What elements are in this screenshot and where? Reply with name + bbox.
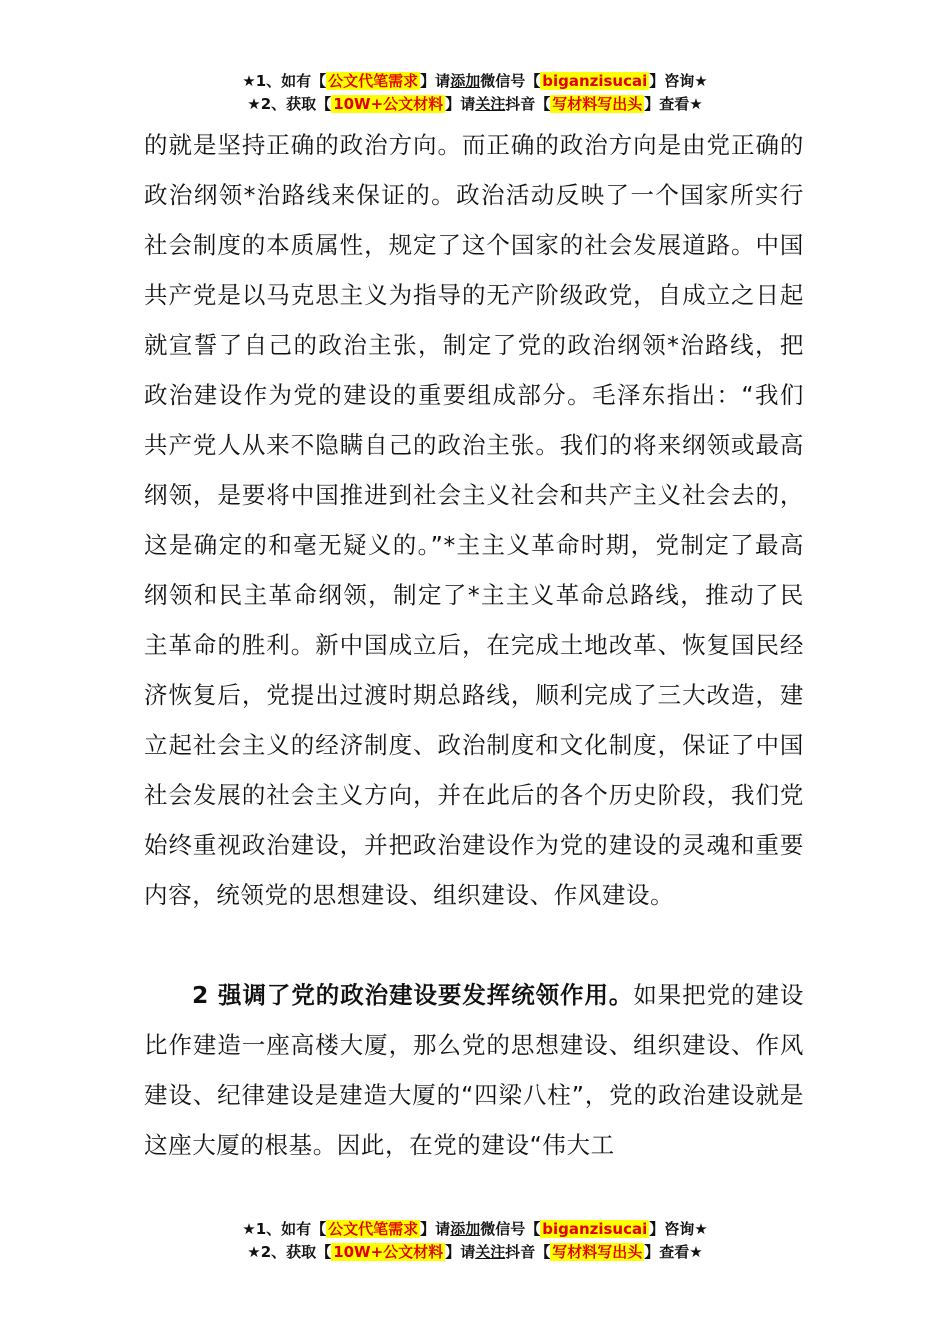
paragraph-2-lead: 2 强调了党的政治建设要发挥统领作用。 <box>192 981 634 1009</box>
highlight-douyin: 写材料写出头 <box>552 95 643 113</box>
highlight-wechat-id: biganzisucai <box>542 72 648 90</box>
highlight-materials: 10W+公文材料 <box>333 1243 444 1261</box>
highlight-service: 公文代笔需求 <box>328 72 419 90</box>
footer-banner <box>0 1218 950 1264</box>
banner-line-2: ★2、获取【 10W+公文材料 】请关注抖音【 写材料写出头 】查看★ <box>247 95 703 113</box>
highlight-douyin: 写材料写出头 <box>552 1243 643 1261</box>
banner-line-1: ★1、如有【 公文代笔需求 】请添加微信号【 biganzisucai 】咨询★ <box>242 1220 708 1238</box>
banner-line-1: ★1、如有【 公文代笔需求 】请添加微信号【 biganzisucai 】咨询★ <box>242 72 708 90</box>
highlight-wechat-id: biganzisucai <box>542 1220 648 1238</box>
paragraph-1: 的就是坚持正确的政治方向。而正确的政治方向是由党正确的政治纲领*治路线来保证的。政治活动反映了一个国家所实行社会制度的本质属性，规定了这个国家的社会发展道路。中国共产党是以马克思主义为指导的无产阶级政党，自成立之日起就宣誓了自己的政治主张，制定了党的政治纲领*治路线，把政治建设作为党的建设的重要组成部分。毛泽东指出：“我们共产党人从来不隐瞒自己的政治主张。我们的将来纲领或最高纲领，是要将中国推进到社会主义社会和共产主义社会去的，这是确定的和毫无疑义的。”*主主义革命时期，党制定了最高纲领和民主革命纲领，制定了*主主义革命总路线，推动了民主革命的胜利。新中国成立后，在完成土地改革、恢复国民经济恢复后，党提出过渡时期总路线，顺利完成了三大改造，建立起社会主义的经济制度、政治制度和文化制度，保证了中国社会发展的社会主义方向，并在此后的各个历史阶段，我们党始终重视政治建设，并把政治建设作为党的建设的灵魂和重要内容，统领党的思想建设、组织建设、作风建设。 <box>144 131 804 909</box>
document-body <box>144 120 804 1170</box>
highlight-materials: 10W+公文材料 <box>333 95 444 113</box>
paragraph-2-text: 如果把党的建设比作建造一座高楼大厦，那么党的思想建设、组织建设、作风建设、纪律建设是建造大厦的“四梁八柱”，党的政治建设就是这座大厦的根基。因此，在党的建设“伟大工 <box>144 981 804 1159</box>
banner-line-2: ★2、获取【 10W+公文材料 】请关注抖音【 写材料写出头 】查看★ <box>247 1243 703 1261</box>
highlight-service: 公文代笔需求 <box>328 1220 419 1238</box>
paragraph-2 <box>144 970 804 1170</box>
header-banner <box>0 70 950 116</box>
